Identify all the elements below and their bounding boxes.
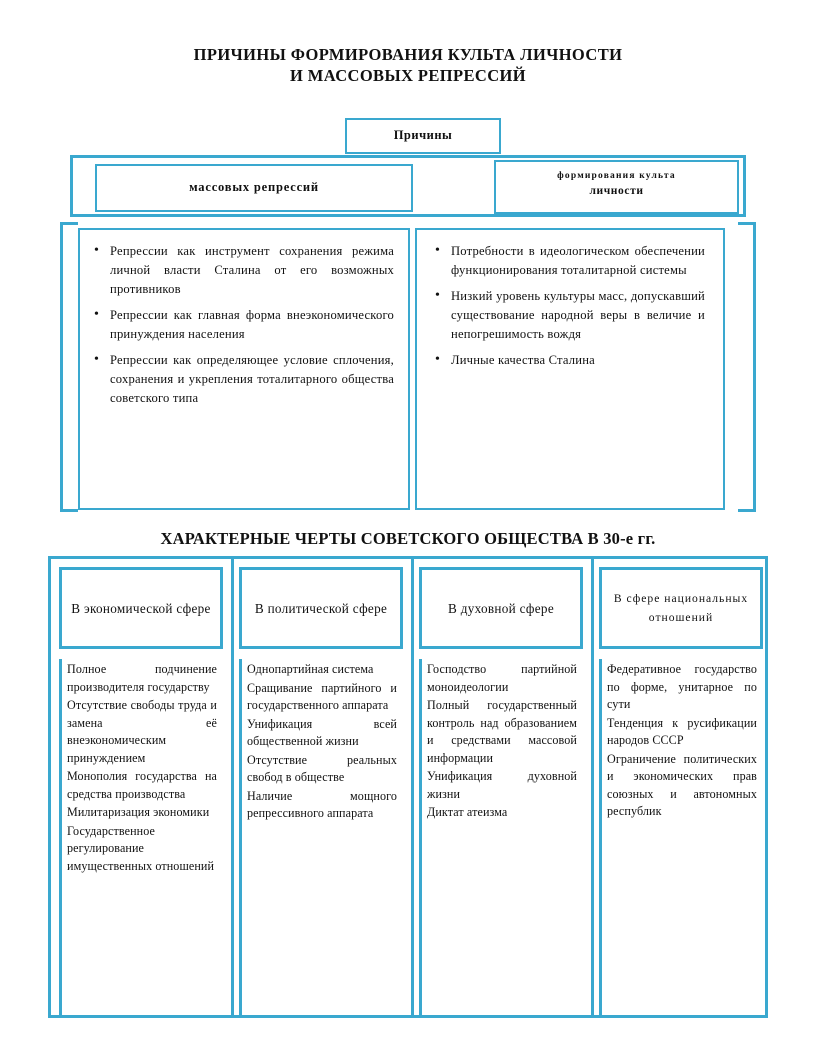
page-title-line1: ПРИЧИНЫ ФОРМИРОВАНИЯ КУЛЬТА ЛИЧНОСТИ xyxy=(193,45,623,64)
list-item: Полный государственный контроль над образованием и средствами массовой информации xyxy=(427,698,577,765)
table-column-national xyxy=(591,559,771,1015)
list-item: Милитаризация экономики xyxy=(67,805,210,819)
list-item: Ограничение политических и экономических прав союзных и автономных республик xyxy=(607,751,757,818)
right-bracket xyxy=(738,222,756,512)
column-body xyxy=(419,659,583,1015)
column-list xyxy=(247,661,397,823)
causes-head-box xyxy=(345,118,501,154)
page-title-line2: И МАССОВЫХ РЕПРЕССИЙ xyxy=(289,66,527,85)
branch-left-box xyxy=(95,164,413,212)
list-item: Монополия государства на средства производства xyxy=(67,769,217,801)
list-item: Федеративное государство по форме, унитарное по сути xyxy=(607,662,757,711)
column-list xyxy=(427,661,577,822)
list-item: • Репрессии как определяющее условие сплочения, сохранения и укрепления тоталитарного общества советского типа xyxy=(110,351,394,408)
column-body xyxy=(239,659,403,1015)
list-item: Однопартийная система xyxy=(247,662,374,676)
list-item: Полное подчинение производителя государству xyxy=(67,662,217,694)
causes-head-label: Причины xyxy=(393,128,453,142)
list-item: • Репрессии как инструмент сохранения режима личной власти Сталина от его возможных противников xyxy=(110,242,394,299)
list-item: • Низкий уровень культуры масс, допускавший существование народной веры в величие и непогрешимость вождя xyxy=(451,287,705,344)
cult-reasons-box xyxy=(415,228,725,510)
list-item: Государственное регулирование имущественных отношений xyxy=(67,823,215,873)
left-bracket xyxy=(60,222,78,512)
branch-right-box xyxy=(494,160,739,214)
list-item: Отсутствие свободы труда и замена её внеэкономическим принуждением xyxy=(67,698,217,765)
column-header-label: В духовной сфере xyxy=(448,600,554,616)
column-header xyxy=(239,567,403,649)
column-header xyxy=(59,567,223,649)
section-title: ХАРАКТЕРНЫЕ ЧЕРТЫ СОВЕТСКОГО ОБЩЕСТВА В 30-е гг. xyxy=(160,529,656,548)
column-header-label: В сфере национальных отношений xyxy=(613,592,749,624)
list-item: Господство партийной моноидеологии xyxy=(427,662,577,694)
branch-right-label-line2: личности xyxy=(589,185,644,197)
list-item: • Репрессии как главная форма внеэкономического принуждения населения xyxy=(110,306,394,344)
list-item: • Личные качества Сталина xyxy=(451,351,705,370)
table-column-economic xyxy=(51,559,231,1015)
society-features-table xyxy=(48,556,768,1018)
column-header xyxy=(419,567,583,649)
list-item: Унификация всей общественной жизни xyxy=(247,716,397,748)
list-item: Тенденция к русификации народов СССР xyxy=(607,715,757,747)
cult-reasons-list xyxy=(417,230,723,370)
repressions-reasons-list xyxy=(80,230,408,408)
column-header xyxy=(599,567,763,649)
column-body xyxy=(59,659,223,1015)
column-header-label: В политической сфере xyxy=(254,600,388,616)
column-header-label: В экономической сфере xyxy=(71,600,211,616)
list-item: Диктат атеизма xyxy=(427,805,508,819)
branch-left-label: массовых репрессий xyxy=(189,180,319,194)
list-item: Отсутствие реальных свобод в обществе xyxy=(247,752,397,784)
table-column-political xyxy=(231,559,411,1015)
column-list xyxy=(607,661,757,821)
list-item: • Потребности в идеологическом обеспечении функционирования тоталитарной системы xyxy=(451,242,705,280)
branch-right-label-line1: формирования культа xyxy=(557,171,676,181)
repressions-reasons-box xyxy=(78,228,410,510)
page-title xyxy=(60,44,756,86)
column-body xyxy=(599,659,763,1015)
list-item: Унификация духовной жизни xyxy=(427,769,577,801)
list-item: Наличие мощного репрессивного аппарата xyxy=(247,788,397,820)
list-item: Сращивание партийного и государственного аппарата xyxy=(247,680,397,712)
table-column-spiritual xyxy=(411,559,591,1015)
column-list xyxy=(67,661,217,875)
